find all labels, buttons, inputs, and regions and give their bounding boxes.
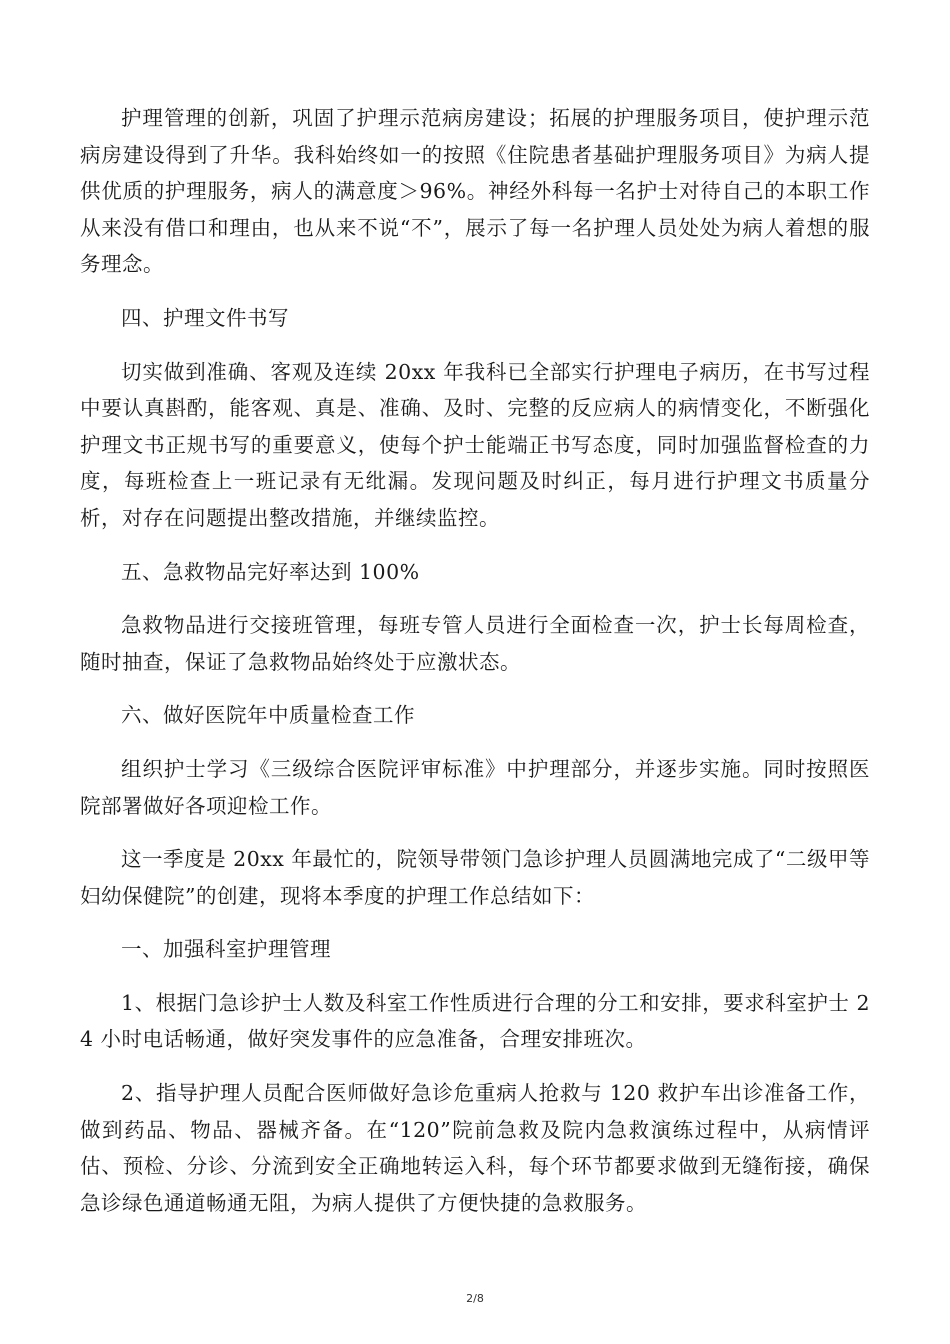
paragraph: 切实做到准确、客观及连续 20xx 年我科已全部实行护理电子病历，在书写过程中要认真斟酌，能客观、真是、准确、及时、完整的反应病人的病情变化，不断强化护理文书正规书写的重要意义，使每个护士能端正书写态度，同时加强监督检查的力度，每班检查上一班记录有无纰漏。发现问题及时纠正，每月进行护理文书质量分析，对存在问题提出整改措施，并继续监控。 [80,359,870,530]
page-number: 2/8 [466,1292,484,1305]
paragraph: 这一季度是 20xx 年最忙的，院领导带领门急诊护理人员圆满地完成了“二级甲等妇幼保健院”的创建，现将本季度的护理工作总结如下： [80,847,870,908]
paragraph: 组织护士学习《三级综合医院评审标准》中护理部分，并逐步实施。同时按照医院部署做好各项迎检工作。 [80,756,870,818]
section-heading: 六、做好医院年中质量检查工作 [121,703,415,728]
paragraph: 2、指导护理人员配合医师做好急诊危重病人抢救与 120 救护车出诊准备工作，做到药品、物品、器械齐备。在“120”院前急救及院内急救演练过程中，从病情评估、预检、分诊、分流到安全正确地转运入科，每个环节都要求做到无缝衔接，确保急诊绿色通道畅通无阻，为病人提供了方便快捷的急救服务。 [80,1081,870,1215]
paragraph: 急救物品进行交接班管理，每班专管人员进行全面检查一次，护士长每周检查，随时抽查，保证了急救物品始终处于应激状态。 [80,613,870,674]
paragraph: 护理管理的创新，巩固了护理示范病房建设；拓展的护理服务项目，使护理示范病房建设得到了升华。我科始终如一的按照《住院患者基础护理服务项目》为病人提供优质的护理服务，病人的满意度＞96%。神经外科每一名护士对待自己的本职工作从来没有借口和理由，也从来不说“不”，展示了每一名护理人员处处为病人着想的服务理念。 [80,106,870,277]
document-body [80,100,870,1238]
section-heading: 一、加强科室护理管理 [121,937,331,962]
section-heading: 四、护理文件书写 [121,305,289,330]
paragraph: 1、根据门急诊护士人数及科室工作性质进行合理的分工和安排，要求科室护士 24 小时电话畅通，做好突发事件的应急准备，合理安排班次。 [80,990,870,1052]
section-heading: 五、急救物品完好率达到 100% [121,559,420,584]
